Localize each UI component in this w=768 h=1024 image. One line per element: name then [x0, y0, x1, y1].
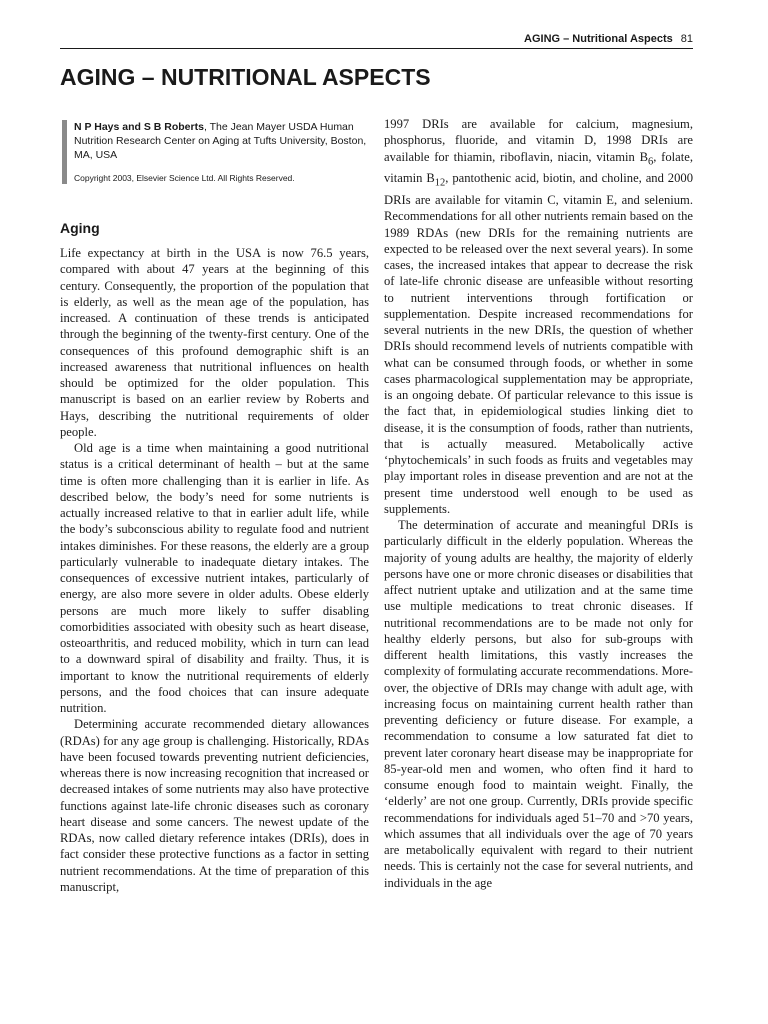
paragraph: Old age is a time when maintaining a good nutritional status is a critical determinant of health – but at the same time is often more challenging than it is earlier in life. As described below, the body’s need for some nutrients is actually increased relative to that in earlier adult life, while the body’s subconscious ability to regulate food and nutrient intakes diminishes. For these reasons, the elderly are a group particularly vulnerable to inadequate dietary intakes. The consequences of excessive nutrient intakes, particularly of energy, are also more severe in older adults. Obese elderly persons are much more likely to suffer disabling comorbidities associated with obesity such as heart disease, osteoarthritis, and reduced mobility, which in turn can lead to a downward spiral of disability and frailty. Thus, it is important to know the nutritional requirements of elderly persons, and the food choices that can insure adequate nutrition. — [60, 441, 369, 715]
author-names: N P Hays and S B Roberts — [74, 121, 204, 133]
paragraph: Life expectancy at birth in the USA is now 76.5 years, compared with about 47 years at the beginning of this century. Consequently, the proportion of the population that is elderly, as well as the mean age of the population, has increased. A continuation of these trends is anticipated through the beginning of the twenty-first century. One of the consequences of this profound demographic shift is an increased awareness that nutritional influences on health should be optimized for the older population. This manuscript is based on an earlier review by Roberts and Hays, describing the nutritional requirements of older people. — [60, 246, 369, 439]
section-heading: Aging — [60, 220, 100, 236]
paragraph: Determining accurate recommended dietary allowances (RDAs) for any age group is challenging. Historically, RDAs have been focused towards preventing nutrient deficiencies, whereas there is now increasing recognition that increased or decreased intakes of some nutrients may also have protective functions against late-life chronic diseases such as coronary heart disease and some cancers. The newest update of the RDAs, now called dietary reference intakes (DRIs), does in fact consider these protective functions as a factor in setting nutrient recommendations. At the time of preparation of this manuscript, — [60, 717, 369, 894]
subscript: 6 — [648, 156, 654, 168]
text-run: , folate, vitamin B — [384, 149, 693, 186]
page-number: 81 — [680, 33, 693, 45]
article-title: AGING – NUTRITIONAL ASPECTS — [60, 64, 431, 90]
text-run: 1997 DRIs are available for calcium, magnesium, phosphorus, fluoride, and vitamin D, 1998 DRIs are available for thiamin, riboflavin, niacin, vitamin B — [384, 117, 693, 164]
text-run: , pantothenic acid, biotin, and choline, and 2000 DRIs are available for vitamin C, vitamin E, and selenium. Recommendations for all other nutrients remain based on the 1989 RDAs (new DRIs for the remaining nutrients are expected to be released over the next several years). In some cases, the increased intakes that appear to decrease the risk of late-life chronic disease are unfeasible without resorting to nutrient interventions through fortification or supplementation. Despite increased recommendations for several nutrients in the new DRIs, the question of whether DRIs should recommend levels of nutrients compatible with what can be consumed through foods, or whether in some cases pharmacological supplementation may be appropriate, is an ongoing debate. Of particular relevance to this issue is the fact that, in epidemiological studies linking diet to disease, it is the consumption of foods, rather than nutrients, that is actually measured. Metabolically active ‘phytochemicals’ in such foods as fruits and vegetables may play important roles in disease prevention and are not at the present time understood well enough to be used as supplements. — [384, 171, 693, 516]
right-column — [384, 116, 693, 891]
author-block — [62, 120, 367, 184]
author-affiliation — [74, 120, 367, 162]
header-rule — [60, 48, 693, 49]
running-head-title: AGING – Nutritional Aspects — [524, 33, 673, 45]
subscript: 12 — [434, 177, 446, 189]
paragraph — [384, 116, 693, 517]
affiliation-inline: , The Jean Mayer USDA — [203, 121, 317, 133]
running-head — [60, 33, 693, 45]
left-column — [60, 245, 369, 895]
copyright-notice: Copyright 2003, Elsevier Science Ltd. All Rights Reserved. — [74, 173, 295, 183]
affiliation-rest: Human Nutrition Research Center on Aging at Tufts University, Boston, MA, USA — [74, 121, 367, 161]
paragraph: The determination of accurate and meaningful DRIs is particularly difficult in the elderly population. Whereas the majority of young adults are healthy, the majority of elderly persons have one or more chronic diseases or disabilities that affect nutrient uptake and utilization and at the same time use multiple medications to treat chronic diseases. If nutritional recommendations are to be made not only for healthy elderly persons, but also for sub-groups with different health limitations, this vastly increases the complexity of formulating accurate recommendations. Moreover, the objective of DRIs may change with adult age, with increasing focus on maintaining current health rather than preventing deficiency or future disease. For example, a recommendation to consume a low saturated fat diet to prevent later coronary heart disease may be inappropriate for 85-year-old men and women, who often find it hard to consume enough food to maintain weight. Finally, the ‘elderly’ are not one group. Currently, DRIs provide specific recommendations for individuals aged 51–70 and >70 years, which assumes that all individuals over the age of 70 years are metabolically equivalent with regard to their nutrient needs. This is certainly not the case for several nutrients, and individuals in the age — [384, 518, 693, 890]
